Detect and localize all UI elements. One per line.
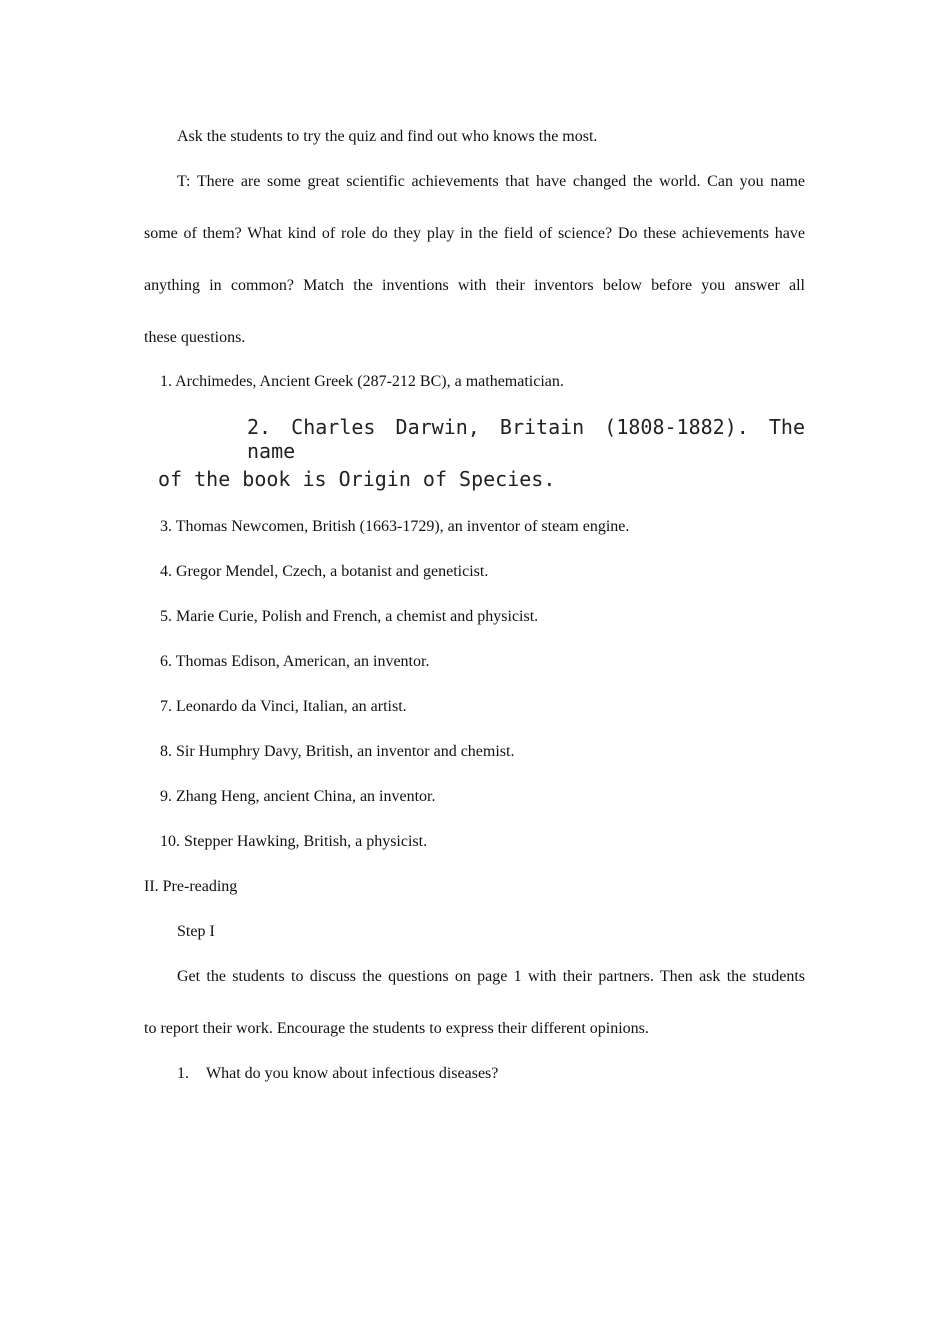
question-number: 1. xyxy=(177,1065,189,1082)
quiz-item-10: 10. Stepper Hawking, British, a physicist. xyxy=(160,833,428,850)
step-label: Step I xyxy=(177,923,215,940)
quiz-item-2-line-2: of the book is Origin of Species. xyxy=(158,467,556,491)
quiz-item-9: 9. Zhang Heng, ancient China, an inventor. xyxy=(160,788,436,805)
quiz-item-7: 7. Leonardo da Vinci, Italian, an artist. xyxy=(160,698,407,715)
quiz-item-4: 4. Gregor Mendel, Czech, a botanist and geneticist. xyxy=(160,563,489,580)
quiz-item-8: 8. Sir Humphry Davy, British, an inventor and chemist. xyxy=(160,743,515,760)
teacher-line-4: these questions. xyxy=(144,329,246,346)
question-text: What do you know about infectious diseases? xyxy=(206,1065,499,1082)
quiz-item-3: 3. Thomas Newcomen, British (1663-1729), an inventor of steam engine. xyxy=(160,518,630,535)
quiz-item-5: 5. Marie Curie, Polish and French, a chemist and physicist. xyxy=(160,608,539,625)
section-heading: II. Pre-reading xyxy=(144,878,238,895)
question-item-1 xyxy=(177,1064,498,1084)
quiz-item-6: 6. Thomas Edison, American, an inventor. xyxy=(160,653,430,670)
step-paragraph-line-2: to report their work. Encourage the students to express their different opinions. xyxy=(144,1020,649,1037)
intro-ask-line: Ask the students to try the quiz and find out who knows the most. xyxy=(177,128,598,145)
teacher-line-1: T: There are some great scientific achievements that have changed the world. Can you name xyxy=(177,173,805,190)
teacher-line-2: some of them? What kind of role do they play in the field of science? Do these achievements have xyxy=(144,225,805,242)
teacher-line-3: anything in common? Match the inventions with their inventors below before you answer all xyxy=(144,277,805,294)
quiz-item-1: 1. Archimedes, Ancient Greek (287-212 BC), a mathematician. xyxy=(160,373,564,390)
step-paragraph-line-1: Get the students to discuss the questions on page 1 with their partners. Then ask the students xyxy=(177,968,805,985)
quiz-item-2-line-1: 2. Charles Darwin, Britain (1808-1882). The name xyxy=(247,415,805,463)
